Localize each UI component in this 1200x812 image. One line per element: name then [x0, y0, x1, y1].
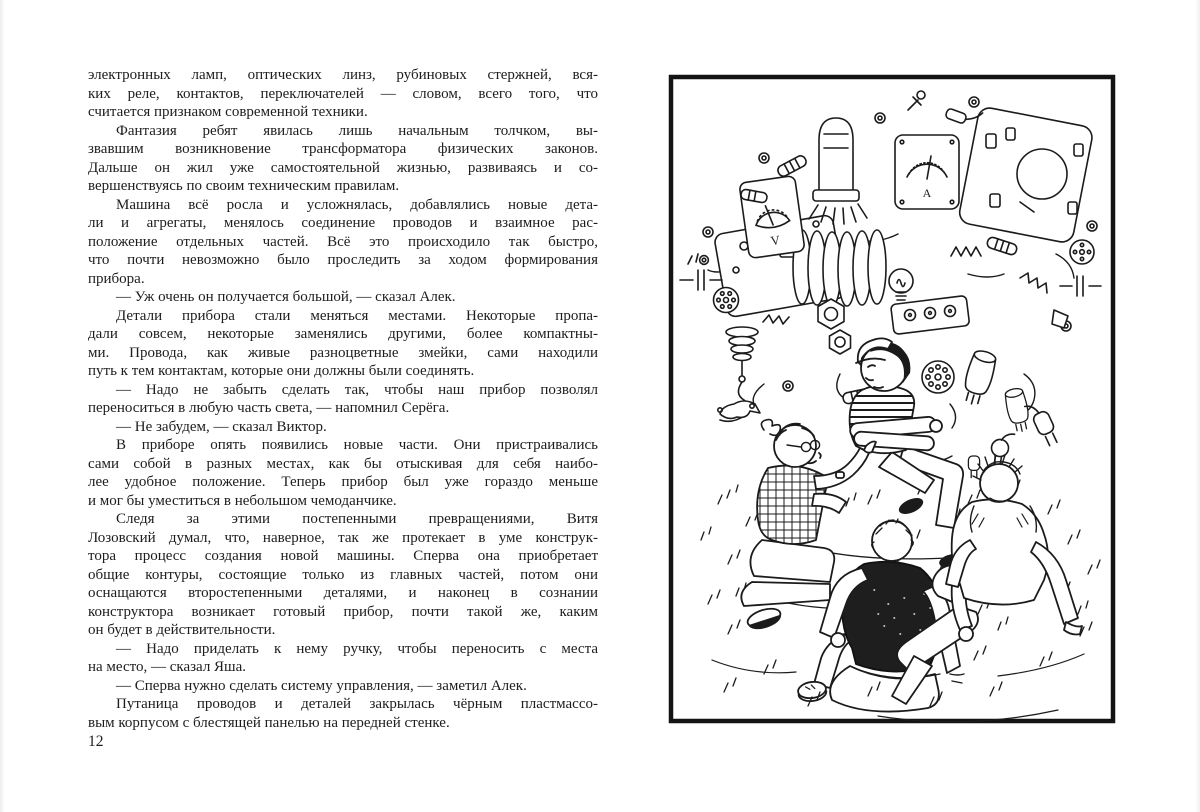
wire-tangle: [718, 401, 781, 435]
perforated-disc: [922, 361, 954, 393]
electric-plug: [1025, 399, 1061, 448]
text-line: считается признаком современной техники.: [88, 104, 368, 120]
text-line: путь к тем контактам, которые они должны были соединять.: [88, 363, 475, 379]
text-line: лее удобное положение. Теперь прибор был уже гораздо меньше: [88, 474, 598, 490]
illustration-svg: [668, 74, 1117, 725]
text-line: звавшим возникновение трансформатора физических законов.: [88, 141, 598, 157]
spring: [1020, 273, 1047, 293]
text-line: ли и агрегаты, менялось соединение проводов и взаимное рас-: [88, 215, 598, 231]
resistor: [776, 154, 808, 178]
text-line: на место, — сказал Яша.: [88, 659, 247, 675]
text-line: Путаница проводов и деталей закрылась чёрным пластмассо-: [116, 696, 598, 712]
voltmeter: [739, 175, 805, 258]
capacitor-symbol: [1060, 276, 1101, 296]
text-line: тора процесс создания новой машины. Сперва она приобретает: [88, 548, 598, 564]
text-line: вым корпусом с блестящей панелью на передней стенке.: [88, 714, 450, 731]
text-line: сами собой в разных местах, как бы отыскивая для себя наибо-: [88, 455, 598, 472]
resistor: [986, 236, 1018, 256]
vacuum-tube-small: [959, 348, 998, 407]
text-line: конструктора возникает готовый прибор, почти такой же, каким: [88, 603, 598, 620]
voltmeter-label: V: [769, 232, 781, 249]
text-line: Детали прибора стали меняться местами. Некоторые пропа-: [116, 307, 598, 324]
ammeter: [895, 135, 959, 209]
text-line: что почти невозможно было проследить за ходом формирования: [88, 252, 598, 268]
text-line: вершенствуясь по своим техническим правилам.: [88, 178, 400, 194]
vacuum-tube-small: [1003, 387, 1032, 433]
text-line: ми. Провода, как живые разноцветные змейки, сами находили: [88, 344, 598, 361]
page-text-column: [88, 66, 598, 732]
electric-plug: [968, 456, 979, 478]
text-line: — Надо не забыть сделать так, чтобы наш прибор позволял: [116, 381, 598, 398]
text-line: оснащаются второстепенными деталями, и наконец в сознании: [88, 585, 598, 601]
text-line: Лозовский думал, что, наверное, так же протекает в уме конструк-: [88, 529, 598, 546]
panel-plate-right: [958, 106, 1094, 244]
spring: [763, 315, 789, 324]
text-line: — Сперва нужно сделать систему управления, — заметил Алек.: [116, 677, 527, 694]
text-line: переноситься в любую часть света, — напомнил Серёга.: [88, 400, 450, 416]
spring: [951, 247, 981, 256]
page-edge-left: [0, 0, 5, 812]
text-line: и мог бы уместиться в небольшом чемоданчике.: [88, 492, 397, 509]
text-line: прибора.: [88, 270, 145, 287]
text-line: Дальше он жил уже самостоятельной жизнью, развиваясь и со-: [88, 159, 598, 176]
vacuum-tube-large: [809, 118, 867, 224]
perforated-disc: [1070, 240, 1094, 264]
perforated-disc: [714, 288, 739, 313]
text-line: — Уж очень он получается большой, — сказал Алек.: [116, 289, 456, 305]
text-line: дали совсем, некоторые заменялись другими, более компактны-: [88, 326, 598, 342]
text-line: — Надо приделать к нему ручку, чтобы переносить с места: [116, 640, 598, 657]
page-edge-right: [1195, 0, 1200, 812]
book-illustration: [668, 74, 1117, 725]
text-line: общие контуры, состоящие только из главных частей, потом они: [88, 566, 598, 583]
page-number: 12: [88, 733, 104, 750]
text-line: электронных ламп, оптических линз, рубиновых стержней, вся-: [88, 67, 598, 83]
text-line: он будет в действительности.: [88, 622, 276, 638]
text-line: — Не забудем, — сказал Виктор.: [116, 418, 327, 435]
text-line: В приборе опять появились новые части. Они пристраивались: [116, 437, 598, 453]
text-line: Машина всё росла и усложнялась, добавлялись новые дета-: [116, 196, 598, 213]
text-line: Фантазия ребят явилась лишь начальным толчком, вы-: [116, 122, 598, 139]
text-line: положение отдельных частей. Всё это происходило так быстро,: [88, 233, 598, 250]
text-line: Следя за этими постепенными превращениями, Витя: [116, 511, 598, 527]
ammeter-label: A: [922, 186, 932, 200]
terminal-strip: [891, 295, 970, 334]
text-line: ких реле, контактов, переключателей — словом, всего того, что: [88, 85, 598, 102]
hex-nut: [818, 299, 851, 354]
light-bulb: [889, 269, 913, 300]
